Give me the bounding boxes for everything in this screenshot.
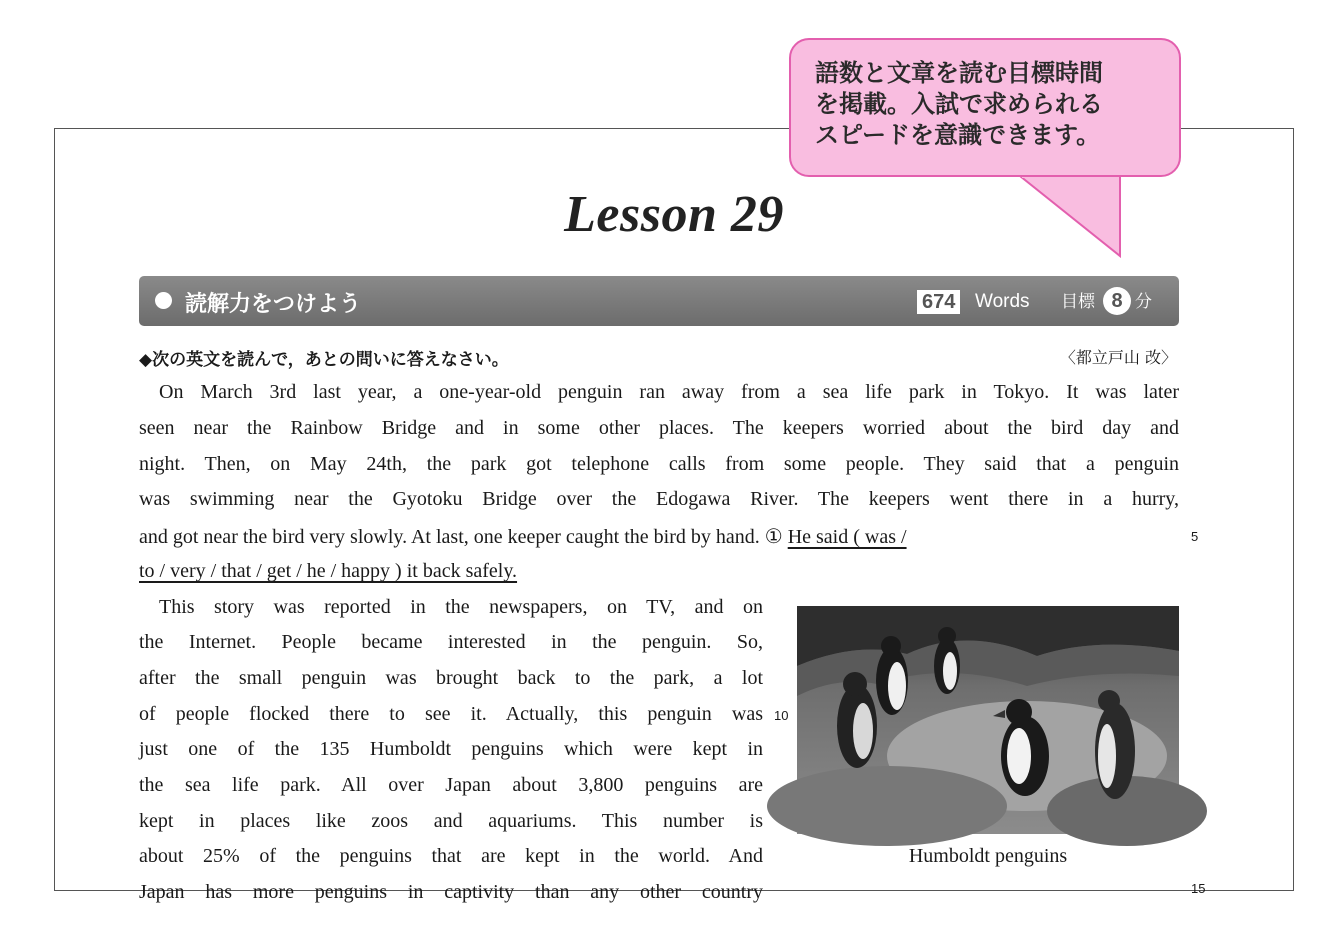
p1-line-4: was swimming near the Gyotoku Bridge over the Edogawa River. The keepers went there in a hurry, xyxy=(139,488,1179,510)
lesson-title: Lesson 29 xyxy=(564,186,784,243)
words-label: Words xyxy=(975,291,1030,312)
line-number-5: 5 xyxy=(1191,529,1199,544)
p2-line-9: Japan has more penguins in captivity than any other country xyxy=(139,881,763,903)
p1-line-2: seen near the Rainbow Bridge and in some other places. The keepers worried about the bird day and xyxy=(139,417,1179,439)
p1-line-1: On March 3rd last year, a one-year-old penguin ran away from a sea life park in Tokyo. It was later xyxy=(159,381,1179,403)
source-note: 〈都立戸山 改〉 xyxy=(1059,348,1177,367)
line-number-10: 10 xyxy=(774,708,789,723)
p2-line-3: after the small penguin was brought back to the park, a lot xyxy=(139,667,763,689)
p1-line-3: night. Then, on May 24th, the park got telephone calls from some people. They said that a penguin xyxy=(139,453,1179,475)
underlined-question-start: He said ( was / xyxy=(787,526,907,548)
word-count: 674 xyxy=(917,290,960,314)
p2-line-4: of people flocked there to see it. Actually, this penguin was xyxy=(139,703,763,725)
question-marker-1: ① xyxy=(764,526,783,548)
underlined-question-end: to / very / that / get / he / happy ) it back safely. xyxy=(139,560,518,582)
p2-line-6: the sea life park. All over Japan about 3,800 penguins are xyxy=(139,774,763,796)
minutes-unit: 分 xyxy=(1135,292,1152,312)
line-number-15: 15 xyxy=(1191,881,1206,896)
callout-bubble xyxy=(789,38,1181,177)
section-heading: 読解力をつけよう xyxy=(185,292,362,317)
p1-line-5-text: and got near the bird very slowly. At last, one keeper caught the bird by hand. xyxy=(139,526,765,548)
p2-line-8: about 25% of the penguins that are kept in the world. And xyxy=(139,845,763,867)
p2-line-7: kept in places like zoos and aquariums. This number is xyxy=(139,810,763,832)
photo-caption: Humboldt penguins xyxy=(908,845,1068,867)
target-minutes: 8 xyxy=(1103,287,1131,315)
p2-line-2: the Internet. People became interested in the penguin. So, xyxy=(139,631,763,653)
target-label: 目標 xyxy=(1061,292,1095,312)
p2-line-1: This story was reported in the newspapers, on TV, and on xyxy=(159,596,763,618)
callout-line-2: を掲載。入試で求められる xyxy=(815,90,1103,118)
callout-line-3: スピードを意識できます。 xyxy=(815,121,1101,149)
p2-line-5: just one of the 135 Humboldt penguins which were kept in xyxy=(139,738,763,760)
callout-line-1: 語数と文章を読む目標時間 xyxy=(815,59,1103,87)
instruction: ◆次の英文を読んで，あとの問いに答えなさい。 xyxy=(139,350,509,370)
